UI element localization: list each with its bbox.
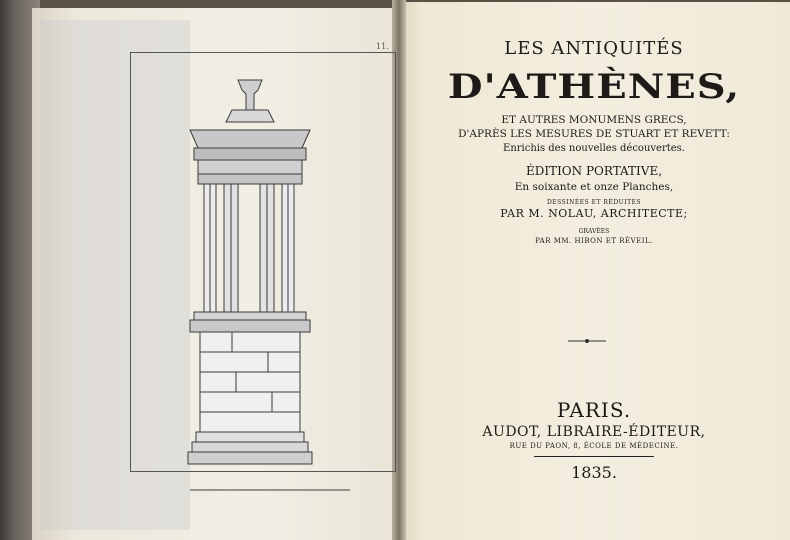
architect-line: PAR M. NOLAU, ARCHITECTE;	[500, 207, 688, 220]
title-line-1: LES ANTIQUITÉS	[504, 38, 684, 59]
plate-number: 11.	[376, 42, 389, 51]
subtitle-line: D'APRÈS LES MESURES DE STUART ET REVETT:	[458, 128, 730, 140]
imprint-block	[400, 398, 788, 482]
imprint-publisher: AUDOT, LIBRAIRE-ÉDITEUR,	[482, 424, 706, 440]
divider	[534, 456, 654, 457]
imprint-year: 1835.	[571, 463, 617, 482]
imprint-address: RUE DU PAON, 8, ÉCOLE DE MÉDECINE.	[509, 442, 679, 450]
edition-line: ÉDITION PORTATIVE,	[525, 164, 663, 178]
monument-engraving	[150, 70, 350, 500]
plates-line: En soixante et onze Planches,	[514, 181, 674, 193]
credit-small: DESSINÉES ET RÉDUITES	[546, 199, 642, 206]
credit-small: GRAVÉES	[578, 228, 610, 235]
title-block	[400, 38, 788, 245]
ornament-rule	[568, 338, 606, 344]
engravers-line: PAR MM. HIBON ET RÉVEIL.	[535, 237, 653, 245]
title-main: D'ATHÈNES,	[447, 66, 741, 107]
subtitle-line: Enrichis des nouvelles découvertes.	[503, 143, 685, 154]
subtitle-line: ET AUTRES MONUMENS GRECS,	[501, 114, 687, 126]
imprint-city: PARIS.	[556, 398, 632, 422]
